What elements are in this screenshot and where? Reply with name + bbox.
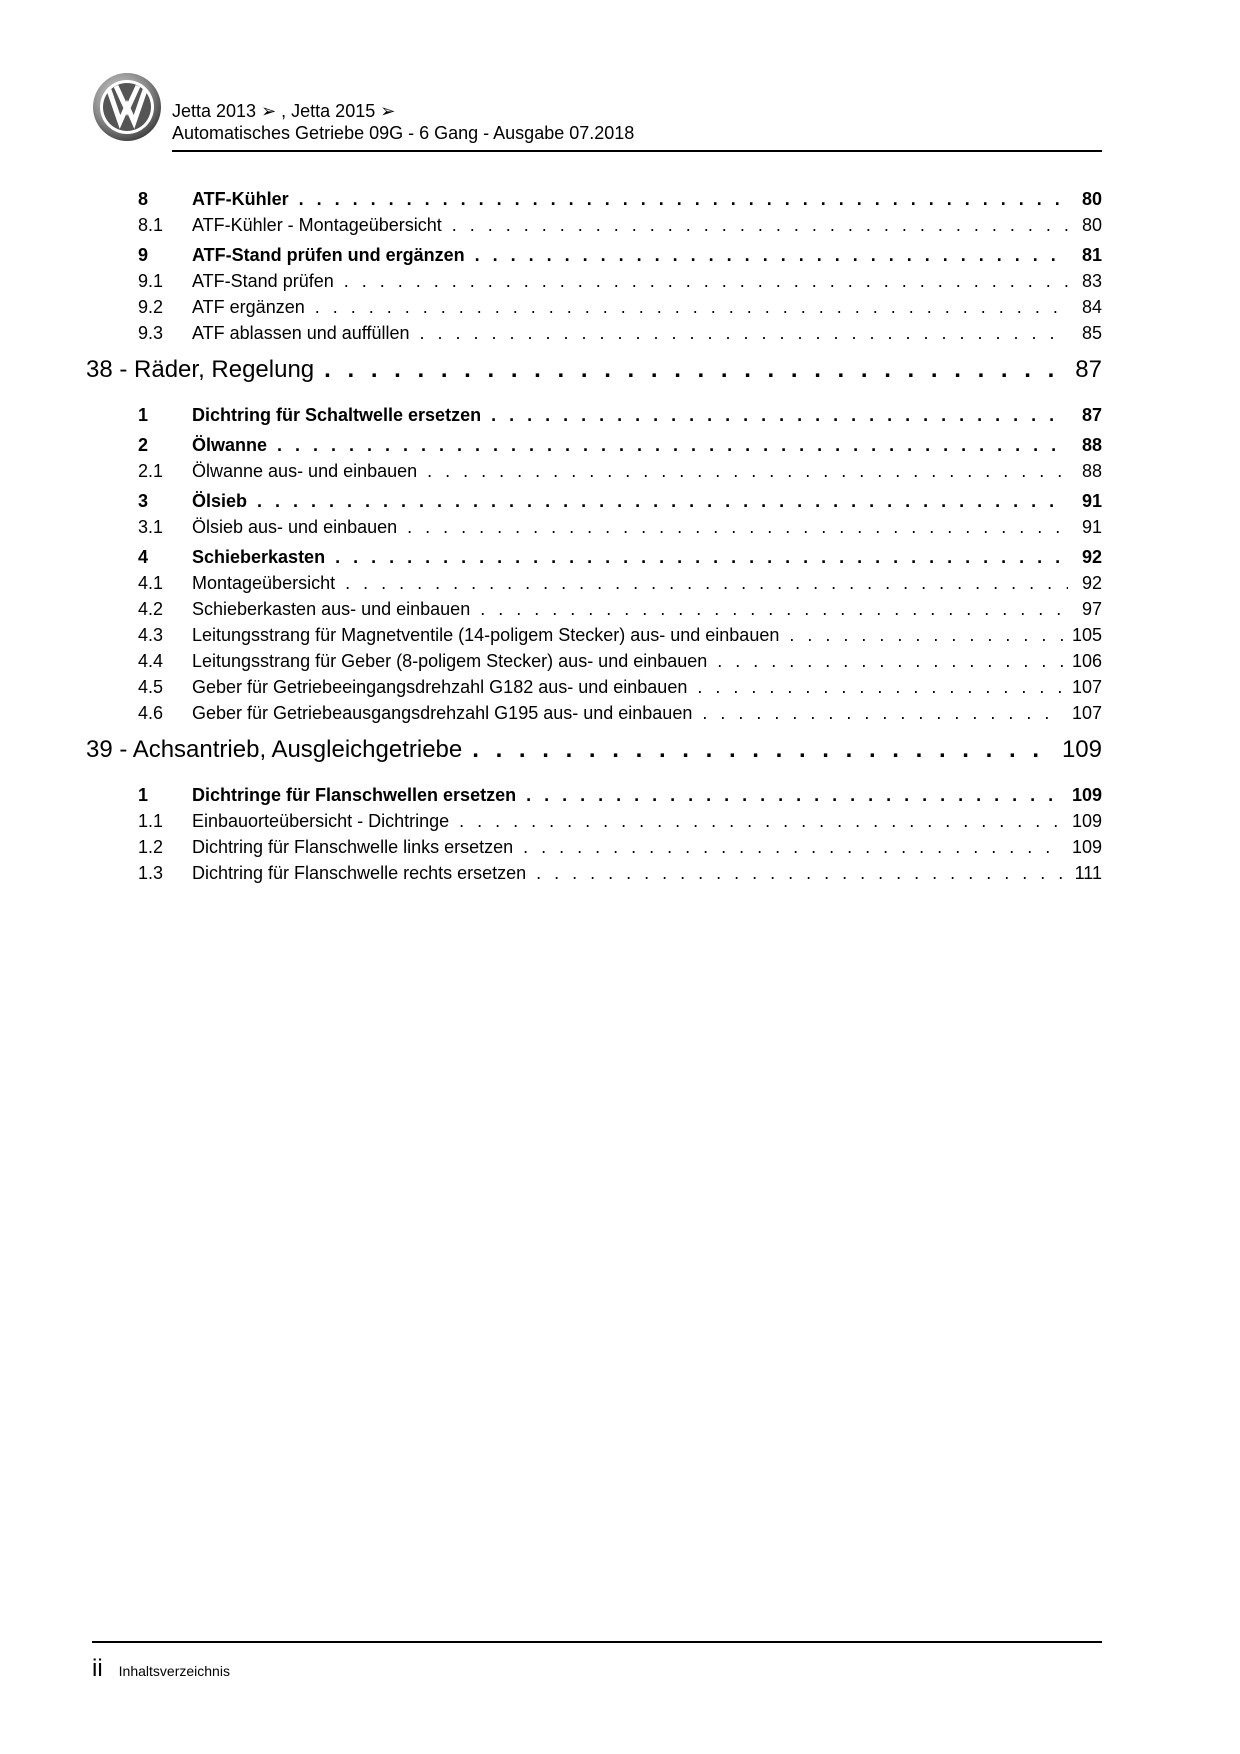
dot-leader — [345, 573, 1068, 594]
toc-entry-number: 3 — [138, 491, 149, 511]
toc-entry-page: 87 — [1075, 356, 1102, 383]
toc-entry-page: 80 — [1081, 215, 1102, 235]
toc-entry-title: Leitungsstrang für Magnetventile (14-poligem Stecker) aus- und einbauen — [192, 625, 780, 645]
toc-entry[interactable] — [86, 858, 1102, 884]
toc-entry[interactable] — [86, 672, 1102, 698]
toc-entry-number: 4.3 — [138, 625, 164, 645]
toc-entry-number: 8 — [138, 189, 149, 209]
dot-leader — [419, 323, 1068, 344]
toc-entry-title: Ölwanne aus- und einbauen — [192, 461, 418, 481]
dot-leader — [452, 215, 1068, 236]
toc-entry[interactable] — [86, 646, 1102, 672]
toc-entry-title: Leitungsstrang für Geber (8-poligem Stecker) aus- und einbauen — [192, 651, 708, 671]
toc-entry[interactable] — [86, 426, 1102, 456]
dot-leader — [315, 297, 1068, 318]
toc-entry[interactable] — [86, 594, 1102, 620]
dot-leader — [702, 703, 1064, 724]
toc-entry[interactable] — [86, 292, 1102, 318]
toc-entry-number: 3.1 — [138, 517, 164, 537]
toc-chapter[interactable] — [86, 344, 1102, 396]
toc-entry-page: 107 — [1071, 677, 1102, 697]
toc-entry-title: Ölsieb aus- und einbauen — [192, 517, 398, 537]
toc-entry-page: 109 — [1071, 837, 1102, 857]
dot-leader — [536, 863, 1066, 884]
toc-entry-title: Dichtring für Flanschwelle rechts ersetzen — [192, 863, 527, 883]
table-of-contents — [86, 180, 1102, 884]
toc-entry[interactable] — [86, 482, 1102, 512]
toc-entry-page: 84 — [1081, 297, 1102, 317]
toc-entry-page: 92 — [1081, 547, 1102, 567]
toc-entry[interactable] — [86, 832, 1102, 858]
toc-entry-title: Montageübersicht — [192, 573, 336, 593]
dot-leader — [407, 517, 1068, 538]
toc-entry[interactable] — [86, 620, 1102, 646]
toc-chapter[interactable] — [86, 724, 1102, 776]
toc-entry-number: 4.2 — [138, 599, 164, 619]
dot-leader — [472, 736, 1054, 764]
toc-entry-number: 9 — [138, 245, 149, 265]
footer-divider — [92, 1641, 1102, 1643]
dot-leader — [427, 461, 1068, 482]
dot-leader — [480, 599, 1068, 620]
page-header — [92, 72, 1102, 152]
toc-entry-page: 91 — [1081, 491, 1102, 511]
toc-entry-number: 2.1 — [138, 461, 164, 481]
toc-entry[interactable] — [86, 210, 1102, 236]
toc-entry[interactable] — [86, 806, 1102, 832]
toc-entry-number: 1 — [138, 785, 149, 805]
toc-entry-title: ATF ablassen und auffüllen — [192, 323, 410, 343]
toc-entry-page: 111 — [1074, 863, 1102, 883]
dot-leader — [697, 677, 1064, 698]
toc-entry[interactable] — [86, 266, 1102, 292]
toc-entry-number: 1.2 — [138, 837, 164, 857]
footer-label: Inhaltsverzeichnis — [118, 1663, 230, 1679]
toc-entry-page: 88 — [1081, 461, 1102, 481]
toc-entry-page: 81 — [1081, 245, 1102, 265]
toc-entry-title: 38 - Räder, Regelung — [86, 356, 315, 383]
toc-entry-number: 4 — [138, 547, 149, 567]
dot-leader — [523, 837, 1064, 858]
dot-leader — [491, 405, 1068, 426]
header-divider — [172, 150, 1102, 152]
toc-entry[interactable] — [86, 512, 1102, 538]
toc-entry-number: 8.1 — [138, 215, 164, 235]
page-footer — [92, 1655, 230, 1683]
toc-entry[interactable] — [86, 396, 1102, 426]
toc-entry-page: 87 — [1081, 405, 1102, 425]
toc-entry-title: Ölsieb — [192, 491, 248, 511]
toc-entry-number: 4.6 — [138, 703, 164, 723]
toc-entry-title: ATF ergänzen — [192, 297, 305, 317]
header-subtitle: Automatisches Getriebe 09G - 6 Gang - Ausgabe 07.2018 — [172, 123, 635, 143]
toc-entry-page: 109 — [1071, 811, 1102, 831]
dot-leader — [475, 245, 1068, 266]
dot-leader — [257, 491, 1068, 512]
toc-entry[interactable] — [86, 318, 1102, 344]
toc-entry-number: 1 — [138, 405, 149, 425]
toc-entry-page: 80 — [1081, 189, 1102, 209]
toc-entry-title: ATF-Kühler — [192, 189, 289, 209]
toc-entry-page: 91 — [1081, 517, 1102, 537]
header-model: Jetta 2013 ➢ , Jetta 2015 ➢ — [172, 101, 396, 121]
dot-leader — [789, 625, 1064, 646]
toc-entry-title: Dichtring für Flanschwelle links ersetzen — [192, 837, 514, 857]
header-text — [172, 100, 634, 144]
toc-entry[interactable] — [86, 180, 1102, 210]
toc-entry-page: 97 — [1081, 599, 1102, 619]
toc-entry-page: 109 — [1061, 736, 1102, 763]
toc-entry-title: Geber für Getriebeeingangsdrehzahl G182 aus- und einbauen — [192, 677, 688, 697]
toc-entry-number: 4.1 — [138, 573, 164, 593]
toc-entry-title: ATF-Kühler - Montageübersicht — [192, 215, 442, 235]
toc-entry[interactable] — [86, 568, 1102, 594]
toc-entry-number: 4.4 — [138, 651, 164, 671]
toc-entry-title: Geber für Getriebeausgangsdrehzahl G195 aus- und einbauen — [192, 703, 693, 723]
dot-leader — [335, 547, 1068, 568]
dot-leader — [277, 435, 1068, 456]
toc-entry-page: 105 — [1071, 625, 1102, 645]
toc-entry-number: 1.1 — [138, 811, 164, 831]
dot-leader — [526, 785, 1064, 806]
toc-entry-number: 9.2 — [138, 297, 164, 317]
toc-entry-title: 39 - Achsantrieb, Ausgleichgetriebe — [86, 736, 463, 763]
dot-leader — [344, 271, 1068, 292]
toc-entry[interactable] — [86, 456, 1102, 482]
dot-leader — [299, 189, 1068, 210]
toc-entry-number: 9.1 — [138, 271, 164, 291]
toc-entry-page: 88 — [1081, 435, 1102, 455]
toc-entry[interactable] — [86, 698, 1102, 724]
toc-entry-title: ATF-Stand prüfen — [192, 271, 334, 291]
toc-entry-title: Ölwanne — [192, 435, 268, 455]
toc-entry-title: Schieberkasten — [192, 547, 326, 567]
dot-leader — [717, 651, 1064, 672]
dot-leader — [324, 356, 1067, 384]
dot-leader — [459, 811, 1064, 832]
toc-entry-title: Dichtringe für Flanschwellen ersetzen — [192, 785, 517, 805]
toc-entry[interactable] — [86, 776, 1102, 806]
toc-entry-number: 4.5 — [138, 677, 164, 697]
toc-entry-title: Schieberkasten aus- und einbauen — [192, 599, 471, 619]
toc-entry-page: 107 — [1071, 703, 1102, 723]
toc-entry[interactable] — [86, 236, 1102, 266]
toc-entry[interactable] — [86, 538, 1102, 568]
toc-entry-page: 83 — [1081, 271, 1102, 291]
toc-entry-page: 106 — [1071, 651, 1102, 671]
toc-entry-page: 109 — [1071, 785, 1102, 805]
toc-entry-page: 85 — [1081, 323, 1102, 343]
toc-entry-number: 9.3 — [138, 323, 164, 343]
toc-entry-title: ATF-Stand prüfen und ergänzen — [192, 245, 465, 265]
page-number: ii — [92, 1655, 103, 1682]
toc-entry-number: 1.3 — [138, 863, 164, 883]
vw-logo-icon — [92, 72, 162, 142]
toc-entry-page: 92 — [1081, 573, 1102, 593]
toc-entry-title: Einbauorteübersicht - Dichtringe — [192, 811, 450, 831]
toc-entry-number: 2 — [138, 435, 149, 455]
toc-entry-title: Dichtring für Schaltwelle ersetzen — [192, 405, 482, 425]
